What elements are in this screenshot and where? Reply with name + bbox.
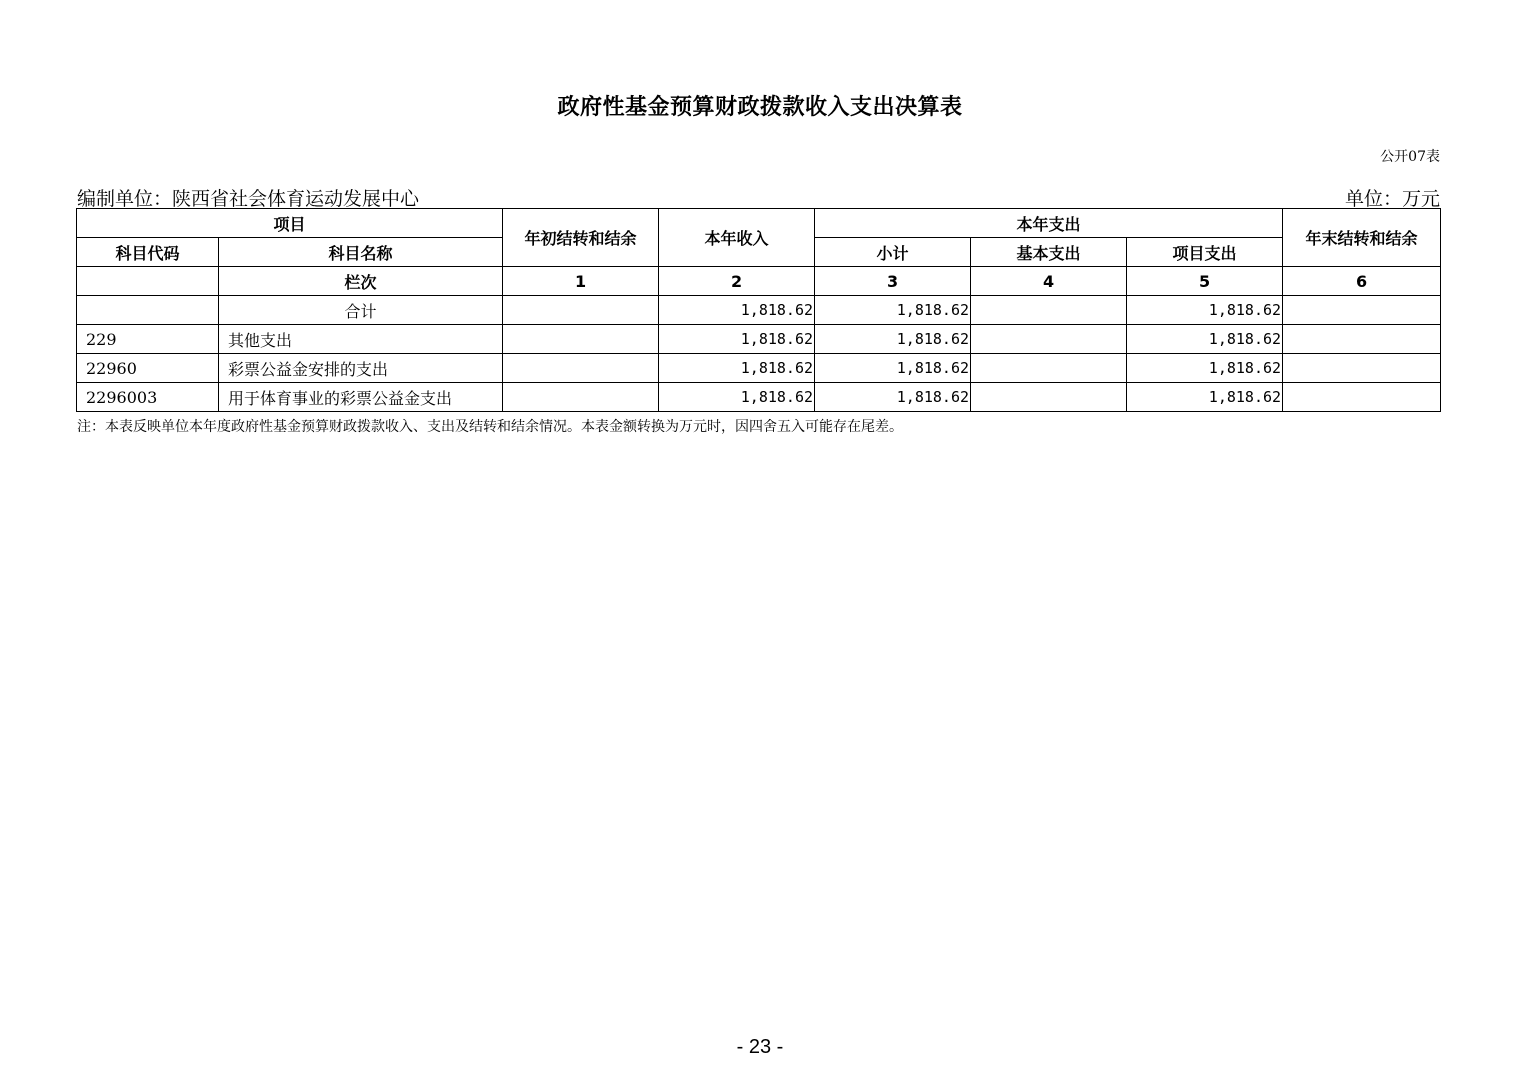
cell-opening [503,383,659,412]
cell-closing [1283,296,1441,325]
cell-basic [971,354,1127,383]
header-expenditure: 本年支出 [815,209,1283,238]
cell-name: 其他支出 [219,325,503,354]
cell-project: 1,818.62 [1127,296,1283,325]
cell-name: 合计 [219,296,503,325]
cell-subtotal: 1,818.62 [815,383,971,412]
cell-income: 1,818.62 [659,354,815,383]
budget-table [76,208,1441,412]
cell-project: 1,818.62 [1127,325,1283,354]
cell-code: 229 [77,325,219,354]
cell-project: 1,818.62 [1127,354,1283,383]
header-item: 项目 [77,209,503,238]
header-project-expenditure: 项目支出 [1127,238,1283,267]
cell-opening [503,296,659,325]
cell-closing [1283,354,1441,383]
cell-name: 彩票公益金安排的支出 [219,354,503,383]
cell-opening [503,354,659,383]
cell-project: 1,818.62 [1127,383,1283,412]
table-row [77,354,1441,383]
header-row-1 [77,209,1441,238]
cell-income: 1,818.62 [659,325,815,354]
compiling-unit: 编制单位：陕西省社会体育运动发展中心 [77,188,420,210]
table-row [77,325,1441,354]
table-row-total [77,296,1441,325]
cell-subtotal: 1,818.62 [815,354,971,383]
cell-basic [971,325,1127,354]
column-order-blank [77,267,219,296]
column-number: 6 [1283,267,1441,296]
header-basic-expenditure: 基本支出 [971,238,1127,267]
page-title: 政府性基金预算财政拨款收入支出决算表 [557,95,963,120]
cell-name: 用于体育事业的彩票公益金支出 [219,383,503,412]
header-closing-balance: 年末结转和结余 [1283,209,1441,267]
column-number: 4 [971,267,1127,296]
cell-subtotal: 1,818.62 [815,325,971,354]
cell-basic [971,383,1127,412]
cell-code: 22960 [77,354,219,383]
column-order-row [77,267,1441,296]
cell-code: 2296003 [77,383,219,412]
cell-closing [1283,383,1441,412]
header-subtotal: 小计 [815,238,971,267]
cell-code [77,296,219,325]
column-order-label: 栏次 [219,267,503,296]
column-number: 5 [1127,267,1283,296]
page-number: - 23 - [736,1036,784,1058]
header-opening-balance: 年初结转和结余 [503,209,659,267]
header-subject-name: 科目名称 [219,238,503,267]
column-number: 3 [815,267,971,296]
header-income: 本年收入 [659,209,815,267]
cell-closing [1283,325,1441,354]
cell-basic [971,296,1127,325]
column-number: 2 [659,267,815,296]
cell-income: 1,818.62 [659,296,815,325]
table-note: 注：本表反映单位本年度政府性基金预算财政拨款收入、支出及结转和结余情况。本表金额转换为万元时，因四舍五入可能存在尾差。 [77,419,903,435]
header-subject-code: 科目代码 [77,238,219,267]
column-number: 1 [503,267,659,296]
cell-subtotal: 1,818.62 [815,296,971,325]
cell-opening [503,325,659,354]
cell-income: 1,818.62 [659,383,815,412]
table-row [77,383,1441,412]
currency-unit: 单位：万元 [1344,188,1440,210]
form-number: 公开07表 [1380,149,1440,165]
